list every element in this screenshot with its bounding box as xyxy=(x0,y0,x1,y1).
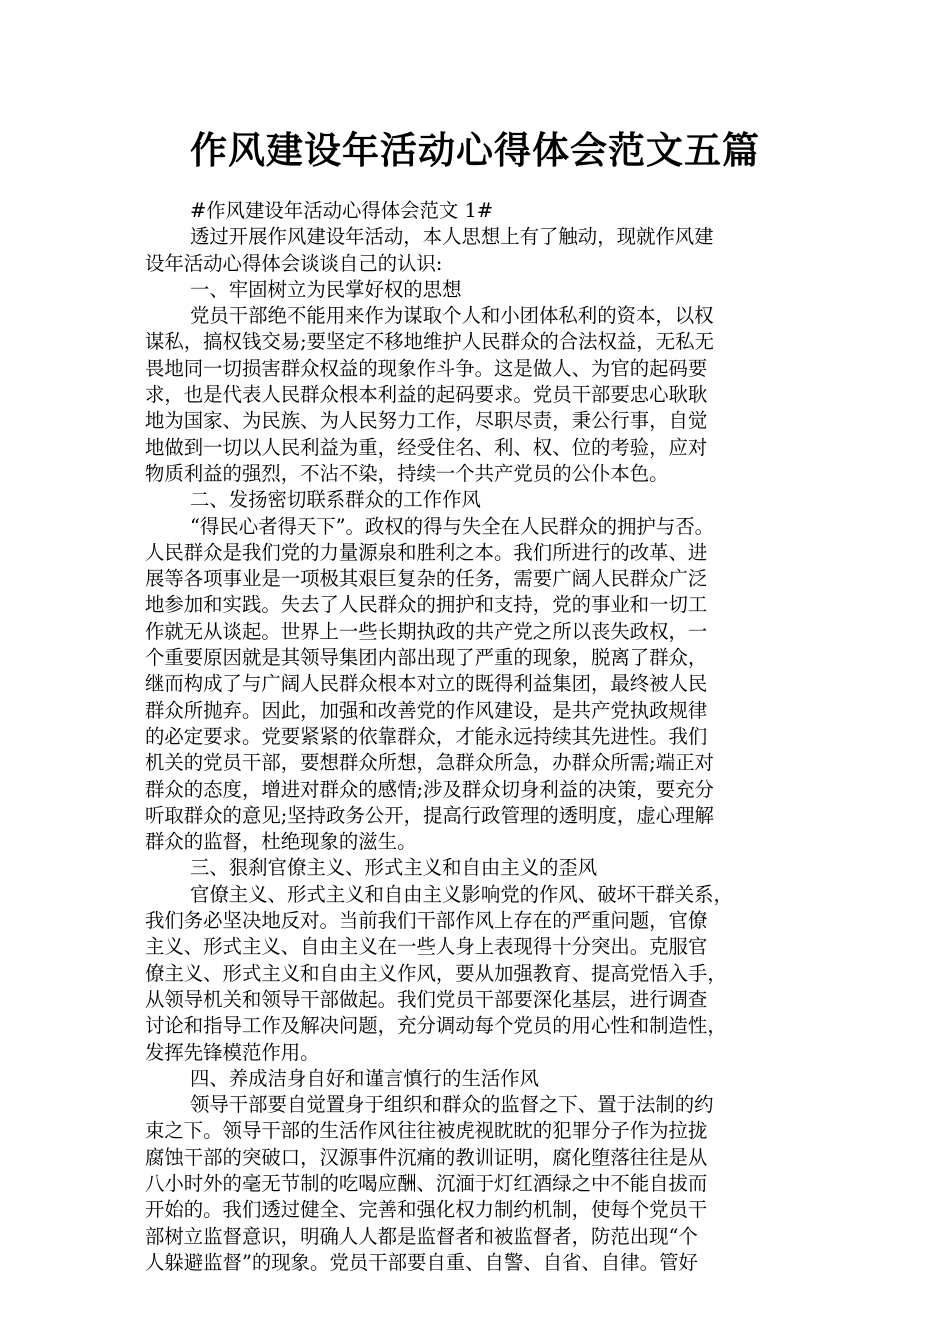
text-line: 部树立监督意识，明确人人都是监督者和被监督者，防范出现“个 xyxy=(145,1224,698,1248)
text-line: 群众所抛弃。因此，加强和改善党的作风建设，是共产党执政规律 xyxy=(145,698,708,722)
text-line: 讨论和指导工作及解决问题，充分调动每个党员的用心性和制造性， xyxy=(145,1014,727,1038)
text-line: 地做到一切以人民利益为重，经受住名、利、权、位的考验，应对 xyxy=(145,435,708,459)
text-line: 二、发扬密切联系群众的工作作风 xyxy=(190,488,481,512)
text-line: 设年活动心得体会谈谈自己的认识: xyxy=(145,251,443,275)
text-line: 谋私，搞权钱交易;要坚定不移地维护人民群众的合法权益，无私无 xyxy=(145,330,714,354)
text-line: 人民群众是我们党的力量源泉和胜利之本。我们所进行的改革、进 xyxy=(145,540,708,564)
text-line: 继而构成了与广阔人民群众根本对立的既得利益集团，最终被人民 xyxy=(145,672,708,696)
text-line: 束之下。领导干部的生活作风往往被虎视眈眈的犯罪分子作为拉拢 xyxy=(145,1119,708,1143)
text-line: 人躲避监督”的现象。党员干部要自重、自警、自省、自律。管好 xyxy=(145,1250,698,1274)
text-line: 地参加和实践。失去了人民群众的拥护和支持，党的事业和一切工 xyxy=(145,593,708,617)
text-line: 八小时外的毫无节制的吃喝应酬、沉湎于灯红酒绿之中不能自拔而 xyxy=(145,1171,708,1195)
text-line: 群众的监督，杜绝现象的滋生。 xyxy=(145,830,417,854)
text-line: 我们务必坚决地反对。当前我们干部作风上存在的严重问题，官僚 xyxy=(145,909,708,933)
text-line: 个重要原因就是其领导集团内部出现了严重的现象，脱离了群众， xyxy=(145,646,708,670)
text-line: 透过开展作风建设年活动，本人思想上有了触动，现就作风建 xyxy=(190,225,714,249)
text-line: 从领导机关和领导干部做起。我们党员干部要深化基层，进行调查 xyxy=(145,987,708,1011)
text-line: 党员干部绝不能用来作为谋取个人和小团体私利的资本，以权 xyxy=(190,304,714,328)
text-line: 群众的态度，增进对群众的感情;涉及群众切身利益的决策，要充分 xyxy=(145,777,714,801)
text-line: 腐蚀干部的突破口，汉源事件沉痛的教训证明，腐化堕落往往是从 xyxy=(145,1145,708,1169)
text-line: 物质利益的强烈，不沾不染，持续一个共产党员的公仆本色。 xyxy=(145,461,669,485)
text-line: 发挥先锋模范作用。 xyxy=(145,1040,320,1064)
text-line: 三、狠刹官僚主义、形式主义和自由主义的歪风 xyxy=(190,856,598,880)
text-line: 的必定要求。党要紧紧的依靠群众，才能永远持续其先进性。我们 xyxy=(145,724,708,748)
text-line: 领导干部要自觉置身于组织和群众的监督之下、置于法制的约 xyxy=(190,1093,714,1117)
text-line: #作风建设年活动心得体会范文 1# xyxy=(190,199,494,222)
text-line: 听取群众的意见;坚持政务公开，提高行政管理的透明度，虚心理解 xyxy=(145,803,714,827)
text-line: “得民心者得天下”。政权的得与失全在人民群众的拥护与否。 xyxy=(190,514,714,538)
text-line: 求，也是代表人民群众根本利益的起码要求。党员干部要忠心耿耿 xyxy=(145,383,708,407)
text-line: 一、牢固树立为民掌好权的思想 xyxy=(190,277,462,301)
document-title: 作风建设年活动心得体会范文五篇 xyxy=(190,129,760,172)
text-line: 机关的党员干部，要想群众所想，急群众所急，办群众所需;端正对 xyxy=(145,751,714,775)
text-line: 官僚主义、形式主义和自由主义影响党的作风、破坏干群关系， xyxy=(190,882,733,906)
text-line: 开始的。我们透过健全、完善和强化权力制约机制，使每个党员干 xyxy=(145,1198,708,1222)
text-line: 畏地同一切损害群众权益的现象作斗争。这是做人、为官的起码要 xyxy=(145,356,708,380)
text-line: 地为国家、为民族、为人民努力工作，尽职尽责，秉公行事，自觉 xyxy=(145,409,708,433)
text-line: 展等各项事业是一项极其艰巨复杂的任务，需要广阔人民群众广泛 xyxy=(145,567,708,591)
text-line: 僚主义、形式主义和自由主义作风，要从加强教育、提高党悟入手， xyxy=(145,961,727,985)
text-line: 主义、形式主义、自由主义在一些人身上表现得十分突出。克服官 xyxy=(145,935,708,959)
text-line: 四、养成洁身自好和谨言慎行的生活作风 xyxy=(190,1066,540,1090)
document-body xyxy=(145,198,820,1276)
text-line: 作就无从谈起。世界上一些长期执政的共产党之所以丧失政权，一 xyxy=(145,619,708,643)
